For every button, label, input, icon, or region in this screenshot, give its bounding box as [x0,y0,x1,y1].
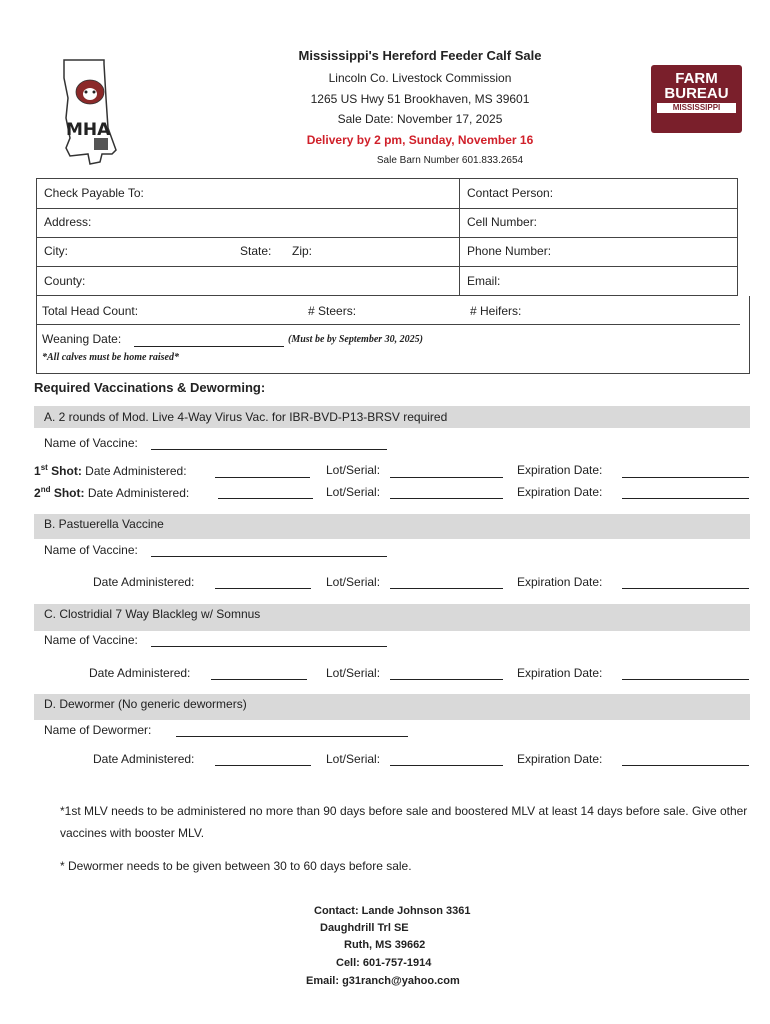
state-label: State: [240,244,272,258]
shot1-exp-label: Expiration Date: [517,463,603,477]
mha-logo-text: MHA [66,120,111,140]
home-raised-note: *All calves must be home raised* [42,352,179,363]
shot1-sup: st [40,463,48,472]
contact-email[interactable]: Email: g31ranch@yahoo.com [306,975,460,987]
section-d-exp-field[interactable] [622,765,749,766]
section-b-date-label: Date Administered: [93,575,195,589]
shot2-lot-label: Lot/Serial: [326,485,381,499]
section-d-exp-label: Expiration Date: [517,752,603,766]
section-d-name-label: Name of Dewormer: [44,723,152,737]
shot1-word: Shot: [51,464,82,478]
section-b-title: B. Pastuerella Vaccine [44,517,164,531]
page-title: Mississippi's Hereford Feeder Calf Sale [298,48,542,63]
section-d-lot-field[interactable] [390,765,503,766]
grid-row-line [36,237,738,238]
grid-row-line [36,208,738,209]
section-c-title: C. Clostridial 7 Way Blackleg w/ Somnus [44,607,261,621]
section-d-title: D. Dewormer (No generic dewormers) [44,697,247,711]
head-count-box [36,296,752,374]
head-left-border [36,296,37,324]
shot1-exp-field[interactable] [622,477,749,478]
weaning-date-note: (Must be by September 30, 2025) [288,334,423,345]
shot1-num: 1 [34,464,41,478]
section-c-lot-label: Lot/Serial: [326,666,381,680]
email-label: Email: [467,274,501,288]
zip-label: Zip: [292,244,313,258]
section-a-name-label: Name of Vaccine: [44,436,138,450]
section-b-name-label: Name of Vaccine: [44,543,138,557]
section-d-lot-label: Lot/Serial: [326,752,381,766]
section-b-exp-label: Expiration Date: [517,575,603,589]
shot1-date-field[interactable] [215,477,310,478]
shot2-word: Shot: [53,486,85,500]
cell-number-label: Cell Number: [467,215,538,229]
heifers-label: # Heifers: [470,304,522,318]
section-c-exp-label: Expiration Date: [517,666,603,680]
header-sale-date: Sale Date: November 17, 2025 [337,112,503,126]
section-b-lot-field[interactable] [390,588,503,589]
header-barn-number: Sale Barn Number 601.833.2654 [376,155,524,166]
shot1-lot-label: Lot/Serial: [326,463,381,477]
note-mlv: *1st MLV needs to be administered no more than 90 days before sale and boostered MLV at least 14 days before sale. Give other vaccines with booster MLV. [60,804,748,840]
contact-line-1: Contact: Lande Johnson 3361 [314,905,471,917]
header-commission: Lincoln Co. Livestock Commission [328,71,512,85]
section-d-date-label: Date Administered: [93,752,195,766]
shot2-date-label: Date Administered: [87,486,190,500]
shot1-date-label: Date Administered: [85,464,187,478]
total-head-label: Total Head Count: [42,304,139,318]
section-a-name-field[interactable] [151,449,387,450]
steers-label: # Steers: [308,304,357,318]
vaccinations-heading: Required Vaccinations & Deworming: [34,380,266,395]
mha-logo [60,58,126,168]
contact-line-3: Ruth, MS 39662 [344,939,426,951]
farm-bureau-farm: FARM [675,70,718,87]
header-delivery: Delivery by 2 pm, Sunday, November 16 [306,133,534,147]
county-label: County: [44,274,86,288]
section-b-lot-label: Lot/Serial: [326,575,381,589]
weaning-bottom-border [36,373,750,374]
weaning-left-border [36,324,37,374]
section-c-name-field[interactable] [151,646,387,647]
shot2-label [34,485,189,500]
note-dewormer: * Dewormer needs to be given between 30 to 60 days before sale. [60,859,412,873]
shot1-label [34,463,187,478]
section-c-date-label: Date Administered: [89,666,191,680]
grid-row-line [36,266,738,267]
head-row-line [36,324,740,325]
section-c-name-label: Name of Vaccine: [44,633,138,647]
shot2-num: 2 [34,486,41,500]
section-b-date-field[interactable] [215,588,311,589]
shot2-lot-field[interactable] [390,498,503,499]
farm-bureau-logo [651,65,742,133]
header-address: 1265 US Hwy 51 Brookhaven, MS 39601 [310,92,530,106]
weaning-date-label: Weaning Date: [42,332,122,346]
section-d-date-field[interactable] [215,765,311,766]
section-c-lot-field[interactable] [390,679,503,680]
weaning-date-field[interactable] [134,346,284,347]
shot2-date-field[interactable] [218,498,313,499]
section-b-name-field[interactable] [151,556,387,557]
farm-bureau-bureau: BUREAU [664,85,729,102]
shot2-sup: nd [40,485,51,494]
section-a-title: A. 2 rounds of Mod. Live 4-Way Virus Vac. for IBR-BVD-P13-BRSV required [44,410,448,424]
shot2-exp-field[interactable] [622,498,749,499]
contact-person-label: Contact Person: [467,186,554,200]
section-b-exp-field[interactable] [622,588,749,589]
contact-line-2: Daughdrill Trl SE [320,922,409,934]
address-label: Address: [44,215,92,229]
shot1-lot-field[interactable] [390,477,503,478]
head-right-border [749,296,750,374]
section-d-name-field[interactable] [176,736,408,737]
shot2-exp-label: Expiration Date: [517,485,603,499]
section-c-exp-field[interactable] [622,679,749,680]
contact-info-grid [36,178,738,298]
contact-line-4: Cell: 601-757-1914 [336,957,432,969]
phone-number-label: Phone Number: [467,244,552,258]
farm-bureau-mississippi: MISSISSIPPI [657,103,736,113]
section-c-date-field[interactable] [211,679,307,680]
city-label: City: [44,244,68,258]
check-payable-label: Check Payable To: [44,186,144,200]
